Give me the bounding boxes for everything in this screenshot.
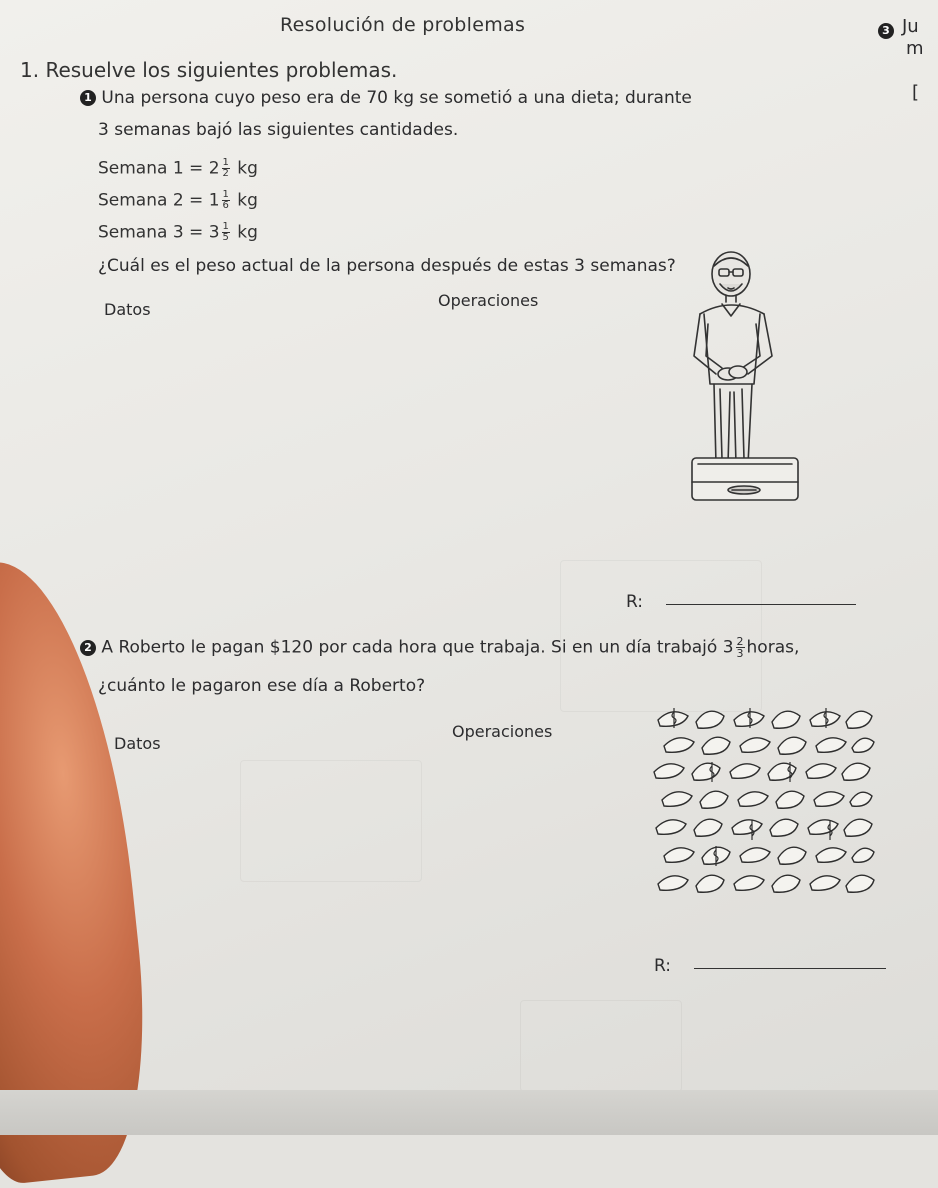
problem-2-operaciones-label: Operaciones bbox=[452, 722, 553, 741]
problem-2-number: 2 bbox=[80, 640, 96, 656]
problem-2-datos-label: Datos bbox=[114, 734, 161, 753]
problem-2-answer-line bbox=[694, 968, 886, 969]
corner-number-badge: 3 bbox=[878, 20, 894, 39]
problem-1-datos-label: Datos bbox=[104, 300, 151, 319]
page-bottom-shadow bbox=[0, 1090, 938, 1135]
problem-2-answer-label: R: bbox=[654, 956, 672, 976]
corner-text: [ bbox=[912, 82, 920, 103]
problem-2-text-line-2: ¿cuánto le pagaron ese día a Roberto? bbox=[98, 676, 426, 696]
week-3-row: Semana 3 = 3 $\frac{1}{5}$ kg bbox=[98, 221, 258, 243]
week-2-row: Semana 2 = 1 $\frac{1}{6}$ kg bbox=[98, 189, 258, 211]
man-on-scale-illustration bbox=[686, 244, 806, 509]
problem-1-text-line-2: 3 semanas bajó las siguientes cantidades. bbox=[98, 120, 459, 140]
section-heading: 1. Resuelve los siguientes problemas. bbox=[20, 58, 398, 82]
problem-1-text-line-1: 1 Una persona cuyo peso era de 70 kg se sometió a una dieta; durante bbox=[80, 88, 692, 108]
bill-row bbox=[658, 711, 872, 728]
show-through-box bbox=[240, 760, 422, 882]
page-title: Resolución de problemas bbox=[280, 14, 526, 36]
problem-2-text-line-1: 2 A Roberto le pagan $120 por cada hora que trabaja. Si en un día trabajó 3 $\frac{2}{3}$ horas, bbox=[80, 636, 799, 659]
problem-1-answer-label: R: bbox=[626, 592, 644, 612]
problem-1-answer-line bbox=[666, 604, 856, 605]
problem-1-question: ¿Cuál es el peso actual de la persona después de estas 3 semanas? bbox=[98, 256, 676, 276]
show-through-box bbox=[520, 1000, 682, 1092]
problem-1-number: 1 bbox=[80, 90, 96, 106]
money-bills-illustration bbox=[650, 700, 882, 905]
corner-text: Ju bbox=[902, 16, 919, 37]
week-1-row: Semana 1 = 2 $\frac{1}{2}$ kg bbox=[98, 157, 258, 179]
corner-text: m bbox=[906, 38, 924, 59]
problem-1-operaciones-label: Operaciones bbox=[438, 291, 539, 310]
